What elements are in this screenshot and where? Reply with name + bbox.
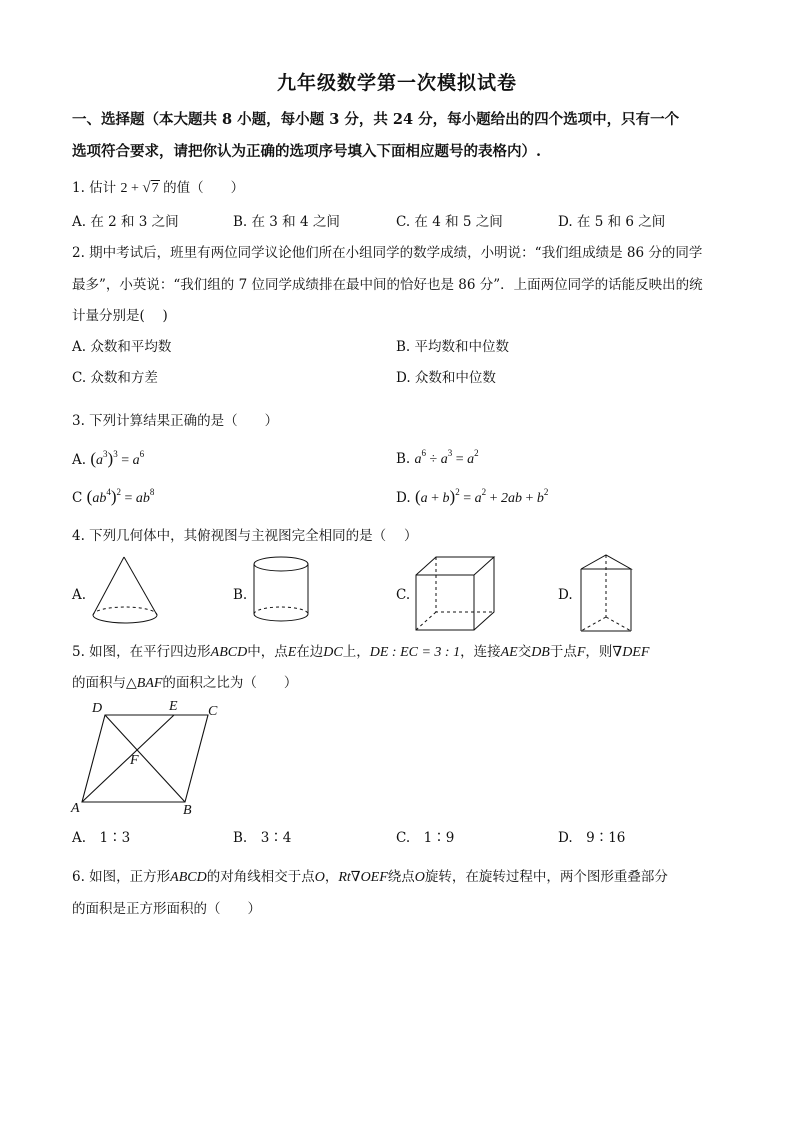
q3-option-c-label: C	[72, 490, 83, 506]
q5-def: ∇DEF	[612, 645, 650, 660]
q1-prefix: 1. 估计	[72, 180, 117, 196]
q5-text-7: 于点	[549, 644, 577, 660]
q5-abcd: ABCD	[210, 645, 248, 660]
q5-text-3: 在边	[296, 644, 324, 660]
fig-label-d: D	[92, 701, 103, 716]
cylinder-icon[interactable]	[252, 556, 314, 628]
q1-option-d[interactable]: D. 在 5 和 6 之间	[558, 214, 666, 230]
q4-option-a-label[interactable]: A.	[72, 587, 87, 603]
q1-option-a[interactable]: A. 在 2 和 3 之间	[72, 214, 179, 230]
triangular-prism-icon[interactable]	[578, 553, 638, 635]
q6-stem-line1	[72, 868, 668, 887]
q5-baf: △BAF	[126, 676, 163, 691]
q5-ratio: DE : EC = 3 : 1	[369, 645, 461, 660]
cone-icon[interactable]	[88, 555, 168, 630]
q3-option-d[interactable]	[396, 488, 548, 508]
fig-label-a: A	[71, 801, 80, 816]
q3-option-a-formula: $(a^3)^3 = a^6$	[90, 449, 145, 468]
q1-expr-two: 2	[120, 181, 128, 196]
parallelogram-figure	[70, 702, 230, 822]
q5-text-1: 5. 如图，在平行四边形	[72, 644, 211, 660]
q5-stem-line1	[72, 643, 649, 662]
q1-stem	[72, 179, 244, 198]
q6-rt: Rt∇OEF	[338, 870, 388, 885]
q5-f: F	[576, 645, 586, 660]
q4-stem: 4. 下列几何体中，其俯视图与主视图完全相同的是（ ）	[72, 528, 418, 544]
q5-option-d[interactable]: D. 9∶16	[558, 830, 626, 846]
q2-option-a[interactable]: A. 众数和平均数	[72, 339, 172, 355]
q3-option-a-label: A.	[72, 452, 87, 468]
q5-stem-line2	[72, 674, 297, 693]
q6-text-4: 绕点	[387, 869, 415, 885]
section-heading-line2: 选项符合要求，请把你认为正确的选项序号填入下面相应题号的表格内）.	[72, 143, 542, 160]
q5-db: DB	[531, 645, 550, 660]
q5-option-a[interactable]: A. 1∶3	[72, 830, 131, 846]
q6-abcd: ABCD	[170, 870, 207, 885]
q6-o: O	[314, 870, 325, 885]
q5-option-b[interactable]: B. 3∶4	[233, 830, 292, 846]
q1-suffix: 的值（ ）	[163, 180, 245, 196]
q1-expr-plus: +	[130, 181, 139, 196]
q5-text-8: ，则	[585, 644, 613, 660]
q6-text-3: ，	[324, 869, 339, 885]
q5-text-2: 中，点	[247, 644, 288, 660]
q6-o2: O	[414, 870, 425, 885]
q1-expr-seven: 7	[151, 181, 159, 196]
cube-icon[interactable]	[416, 555, 498, 635]
fig-label-e: E	[169, 699, 178, 714]
q5-text-6: 交	[517, 644, 532, 660]
q3-option-c-formula: $(ab^4)^2 = ab^8$	[86, 487, 155, 506]
q5-e: E	[287, 645, 297, 660]
q5-text-5: ，连接	[460, 644, 501, 660]
q6-text-5: 旋转，在旋转过程中，两个图形重叠部分	[424, 869, 668, 885]
q3-option-d-formula: $(a + b)^2 = a^2 + 2ab + b^2$	[414, 487, 549, 506]
q4-option-b-label[interactable]: B.	[233, 587, 248, 603]
q2-stem-line2: 最多”，小英说：“我们组的 7 位同学成绩排在最中间的恰好也是 86 分”．上面两位同学的话能反映出的统	[72, 277, 703, 293]
q3-option-b-formula: $a^6 \div a^3 = a^2$	[414, 448, 479, 467]
q2-option-d[interactable]: D. 众数和中位数	[396, 370, 496, 386]
q6-text-2: 的对角线相交于点	[206, 869, 315, 885]
q3-stem: 3. 下列计算结果正确的是（ ）	[72, 413, 279, 429]
fig-label-b: B	[183, 803, 192, 818]
q6-text-1: 6. 如图，正方形	[72, 869, 171, 885]
q5-text-10: 的面积之比为（ ）	[162, 675, 298, 691]
q3-option-b-label: B.	[396, 451, 411, 467]
q5-ae: AE	[500, 645, 518, 660]
q1-expr	[120, 181, 163, 196]
sqrt-icon: √7	[142, 180, 159, 196]
section-heading-line1: 一、选择题（本大题共 8 小题，每小题 3 分，共 24 分，每小题给出的四个选项中，只有一个	[72, 111, 680, 128]
q2-option-b[interactable]: B. 平均数和中位数	[396, 339, 510, 355]
q5-text-4: 上，	[342, 644, 370, 660]
q3-option-a[interactable]	[72, 450, 144, 470]
q3-option-c[interactable]	[72, 488, 154, 508]
q3-option-b[interactable]	[396, 450, 479, 469]
q4-option-c-label[interactable]: C.	[396, 587, 411, 603]
q4-option-d-label[interactable]: D.	[558, 587, 573, 603]
q3-option-d-label: D.	[396, 490, 411, 506]
q1-option-c[interactable]: C. 在 4 和 5 之间	[396, 214, 503, 230]
fig-label-c: C	[208, 704, 218, 719]
q1-option-b[interactable]: B. 在 3 和 4 之间	[233, 214, 340, 230]
q5-text-9: 的面积与	[72, 675, 126, 691]
q5-option-c[interactable]: C. 1∶9	[396, 830, 455, 846]
q2-stem-line1: 2. 期中考试后，班里有两位同学议论他们所在小组同学的数学成绩，小明说：“我们组成绩是 86 分的同学	[72, 245, 703, 261]
q5-dc: DC	[323, 645, 343, 660]
q2-stem-line3: 计量分别是( )	[72, 308, 168, 324]
q6-stem-line2: 的面积是正方形面积的（ ）	[72, 901, 261, 917]
q2-option-c[interactable]: C. 众数和方差	[72, 370, 158, 386]
fig-label-f: F	[130, 753, 139, 768]
page-title: 九年级数学第一次模拟试卷	[276, 72, 517, 94]
